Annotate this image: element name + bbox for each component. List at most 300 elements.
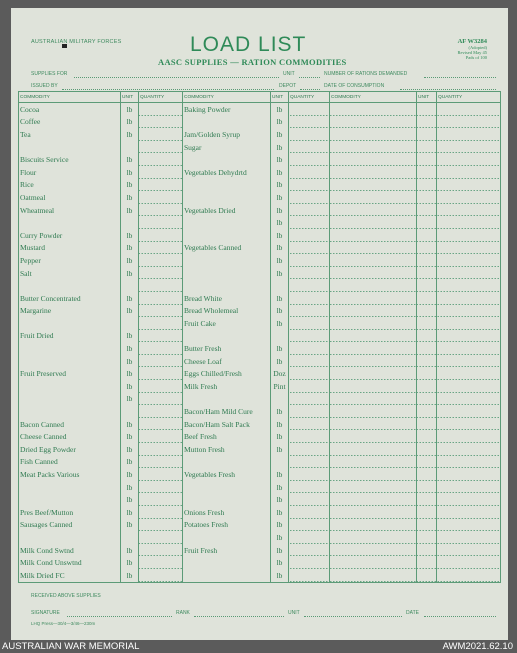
commodity-cell[interactable] bbox=[330, 254, 417, 267]
unit-cell[interactable] bbox=[417, 153, 437, 166]
unit-cell: lb bbox=[271, 481, 289, 494]
quantity-cell[interactable] bbox=[437, 204, 501, 217]
commodity-cell[interactable] bbox=[330, 418, 417, 431]
unit-cell: lb bbox=[271, 506, 289, 519]
unit-cell[interactable] bbox=[417, 569, 437, 582]
unit-cell: lb bbox=[271, 153, 289, 166]
commodity-cell: Pepper bbox=[19, 254, 121, 267]
quantity-cell[interactable] bbox=[289, 531, 330, 544]
unit-cell[interactable] bbox=[417, 166, 437, 179]
quantity-cell[interactable] bbox=[437, 342, 501, 355]
quantity-cell[interactable] bbox=[139, 355, 183, 368]
quantity-cell[interactable] bbox=[289, 367, 330, 380]
quantity-cell[interactable] bbox=[437, 279, 501, 292]
quantity-cell[interactable] bbox=[289, 506, 330, 519]
unit-cell[interactable] bbox=[417, 216, 437, 229]
commodity-cell: Bacon Canned bbox=[19, 418, 121, 431]
unit-cell[interactable] bbox=[417, 305, 437, 318]
quantity-cell[interactable] bbox=[289, 116, 330, 129]
date-consumption-field[interactable] bbox=[400, 89, 496, 90]
commodity-cell bbox=[19, 405, 121, 418]
quantity-cell[interactable] bbox=[289, 519, 330, 532]
unit-cell: lb bbox=[271, 569, 289, 582]
quantity-cell[interactable] bbox=[139, 481, 183, 494]
quantity-cell[interactable] bbox=[289, 330, 330, 343]
unit-cell[interactable] bbox=[417, 418, 437, 431]
commodity-cell: Dried Egg Powder bbox=[19, 443, 121, 456]
table-row bbox=[19, 103, 501, 116]
quantity-cell[interactable] bbox=[289, 544, 330, 557]
unit-cell[interactable] bbox=[417, 443, 437, 456]
quantity-cell[interactable] bbox=[139, 393, 183, 406]
commodity-cell[interactable] bbox=[330, 556, 417, 569]
commodity-cell: Bread White bbox=[183, 292, 271, 305]
quantity-cell[interactable] bbox=[437, 468, 501, 481]
quantity-cell[interactable] bbox=[289, 229, 330, 242]
unit-cell bbox=[121, 279, 139, 292]
quantity-cell[interactable] bbox=[139, 317, 183, 330]
quantity-cell[interactable] bbox=[139, 418, 183, 431]
quantity-cell[interactable] bbox=[289, 380, 330, 393]
quantity-cell[interactable] bbox=[437, 418, 501, 431]
quantity-cell[interactable] bbox=[289, 430, 330, 443]
commodity-cell[interactable] bbox=[330, 506, 417, 519]
footer-unit-label: UNIT bbox=[288, 610, 300, 616]
commodity-cell[interactable] bbox=[330, 468, 417, 481]
quantity-cell[interactable] bbox=[139, 556, 183, 569]
unit-cell: lb bbox=[271, 141, 289, 154]
commodity-cell bbox=[183, 493, 271, 506]
unit-cell: lb bbox=[271, 519, 289, 532]
commodity-cell[interactable] bbox=[330, 153, 417, 166]
commodity-cell bbox=[19, 493, 121, 506]
issued-by-field[interactable] bbox=[62, 89, 274, 90]
unit-cell[interactable] bbox=[417, 493, 437, 506]
quantity-cell[interactable] bbox=[139, 305, 183, 318]
quantity-cell[interactable] bbox=[437, 544, 501, 557]
commodity-cell[interactable] bbox=[330, 481, 417, 494]
quantity-cell[interactable] bbox=[289, 128, 330, 141]
unit-cell: lb bbox=[121, 191, 139, 204]
commodity-cell[interactable] bbox=[330, 292, 417, 305]
quantity-cell[interactable] bbox=[437, 128, 501, 141]
quantity-cell[interactable] bbox=[139, 166, 183, 179]
commodity-cell: Fruit Dried bbox=[19, 330, 121, 343]
quantity-cell[interactable] bbox=[437, 141, 501, 154]
commodity-cell: Meat Packs Various bbox=[19, 468, 121, 481]
unit-cell bbox=[121, 317, 139, 330]
table-row bbox=[19, 267, 501, 280]
unit-cell[interactable] bbox=[417, 128, 437, 141]
footer-date-field[interactable] bbox=[424, 616, 496, 617]
quantity-cell[interactable] bbox=[139, 267, 183, 280]
quantity-cell[interactable] bbox=[437, 493, 501, 506]
commodity-cell[interactable] bbox=[330, 405, 417, 418]
unit-cell[interactable] bbox=[417, 116, 437, 129]
quantity-cell[interactable] bbox=[437, 531, 501, 544]
quantity-cell[interactable] bbox=[139, 380, 183, 393]
unit-cell: Doz bbox=[271, 367, 289, 380]
commodity-cell[interactable] bbox=[330, 141, 417, 154]
unit-cell: lb bbox=[121, 418, 139, 431]
quantity-cell[interactable] bbox=[139, 141, 183, 154]
unit-cell[interactable] bbox=[417, 292, 437, 305]
quantity-cell[interactable] bbox=[289, 468, 330, 481]
quantity-cell[interactable] bbox=[139, 279, 183, 292]
table-row bbox=[19, 305, 501, 318]
commodity-cell[interactable] bbox=[330, 531, 417, 544]
commodity-cell bbox=[183, 279, 271, 292]
quantity-cell[interactable] bbox=[139, 519, 183, 532]
form-code-pads: Pads of 100 bbox=[465, 55, 487, 60]
quantity-cell[interactable] bbox=[437, 556, 501, 569]
unit-cell[interactable] bbox=[417, 481, 437, 494]
unit-cell: lb bbox=[271, 468, 289, 481]
unit-cell: lb bbox=[121, 556, 139, 569]
col-quantity-3: QUANTITY bbox=[437, 92, 501, 103]
commodity-cell[interactable] bbox=[330, 456, 417, 469]
commodity-cell bbox=[183, 216, 271, 229]
commodity-cell: Mustard bbox=[19, 242, 121, 255]
quantity-cell[interactable] bbox=[437, 305, 501, 318]
unit-cell bbox=[121, 216, 139, 229]
commodity-cell: Sausages Canned bbox=[19, 519, 121, 532]
commodity-cell: Pres Beef/Mutton bbox=[19, 506, 121, 519]
commodity-cell[interactable] bbox=[330, 191, 417, 204]
unit-cell: lb bbox=[121, 153, 139, 166]
unit-cell[interactable] bbox=[417, 242, 437, 255]
quantity-cell[interactable] bbox=[289, 254, 330, 267]
quantity-cell[interactable] bbox=[139, 153, 183, 166]
form-code: AF W3284 bbox=[457, 38, 487, 45]
commodity-cell: Potatoes Fresh bbox=[183, 519, 271, 532]
table-row bbox=[19, 191, 501, 204]
commodity-cell bbox=[19, 216, 121, 229]
commodity-cell[interactable] bbox=[330, 116, 417, 129]
unit-cell[interactable] bbox=[417, 191, 437, 204]
table-row bbox=[19, 229, 501, 242]
quantity-cell[interactable] bbox=[139, 128, 183, 141]
unit-field[interactable] bbox=[299, 77, 320, 78]
unit-cell[interactable] bbox=[417, 380, 437, 393]
table-row bbox=[19, 254, 501, 267]
unit-cell[interactable] bbox=[417, 204, 437, 217]
commodity-cell: Vegetables Canned bbox=[183, 242, 271, 255]
quantity-cell[interactable] bbox=[437, 317, 501, 330]
quantity-cell[interactable] bbox=[437, 216, 501, 229]
unit-cell: lb bbox=[121, 330, 139, 343]
unit-cell: lb bbox=[271, 342, 289, 355]
quantity-cell[interactable] bbox=[139, 367, 183, 380]
quantity-cell[interactable] bbox=[289, 405, 330, 418]
quantity-cell[interactable] bbox=[139, 531, 183, 544]
number-rations-field[interactable] bbox=[424, 77, 496, 78]
quantity-cell[interactable] bbox=[289, 355, 330, 368]
unit-cell: lb bbox=[121, 305, 139, 318]
quantity-cell[interactable] bbox=[437, 456, 501, 469]
commodity-cell[interactable] bbox=[330, 393, 417, 406]
commodity-cell bbox=[183, 569, 271, 582]
quantity-cell[interactable] bbox=[289, 418, 330, 431]
issued-by-label: ISSUED BY bbox=[31, 83, 58, 89]
commodity-cell[interactable] bbox=[330, 204, 417, 217]
unit-cell[interactable] bbox=[417, 556, 437, 569]
quantity-cell[interactable] bbox=[139, 116, 183, 129]
unit-cell[interactable] bbox=[417, 317, 437, 330]
commodity-cell bbox=[19, 317, 121, 330]
commodity-cell[interactable] bbox=[330, 330, 417, 343]
commodity-cell: Bread Wholemeal bbox=[183, 305, 271, 318]
unit-cell: lb bbox=[271, 229, 289, 242]
commodity-cell bbox=[183, 153, 271, 166]
quantity-cell[interactable] bbox=[289, 166, 330, 179]
quantity-cell[interactable] bbox=[289, 204, 330, 217]
unit-cell[interactable] bbox=[417, 393, 437, 406]
quantity-cell[interactable] bbox=[289, 103, 330, 116]
quantity-cell[interactable] bbox=[437, 355, 501, 368]
commodity-cell[interactable] bbox=[330, 367, 417, 380]
quantity-cell[interactable] bbox=[437, 506, 501, 519]
unit-cell: lb bbox=[121, 506, 139, 519]
commodity-cell[interactable] bbox=[330, 493, 417, 506]
commodity-cell: Bacon/Ham Mild Cure bbox=[183, 405, 271, 418]
unit-cell[interactable] bbox=[417, 254, 437, 267]
quantity-cell[interactable] bbox=[289, 179, 330, 192]
unit-cell[interactable] bbox=[417, 456, 437, 469]
quantity-cell[interactable] bbox=[139, 342, 183, 355]
quantity-cell[interactable] bbox=[437, 191, 501, 204]
unit-cell: lb bbox=[121, 468, 139, 481]
table-header-row bbox=[19, 92, 501, 103]
commodity-cell: Curry Powder bbox=[19, 229, 121, 242]
quantity-cell[interactable] bbox=[437, 430, 501, 443]
commodity-cell bbox=[19, 342, 121, 355]
unit-cell: lb bbox=[121, 342, 139, 355]
quantity-cell[interactable] bbox=[139, 229, 183, 242]
quantity-cell[interactable] bbox=[437, 153, 501, 166]
unit-cell[interactable] bbox=[417, 103, 437, 116]
quantity-cell[interactable] bbox=[437, 267, 501, 280]
form-code-adopted: (Adopted) bbox=[468, 45, 487, 50]
unit-cell bbox=[271, 279, 289, 292]
col-unit-2: UNIT bbox=[271, 92, 289, 103]
unit-cell: lb bbox=[271, 317, 289, 330]
unit-cell[interactable] bbox=[417, 267, 437, 280]
commodity-cell bbox=[183, 330, 271, 343]
quantity-cell[interactable] bbox=[139, 544, 183, 557]
unit-cell[interactable] bbox=[417, 330, 437, 343]
quantity-cell[interactable] bbox=[289, 279, 330, 292]
commodity-cell[interactable] bbox=[330, 229, 417, 242]
quantity-cell[interactable] bbox=[289, 481, 330, 494]
table-row bbox=[19, 506, 501, 519]
commodity-cell: Fruit Cake bbox=[183, 317, 271, 330]
commodity-cell: Flour bbox=[19, 166, 121, 179]
commodity-cell[interactable] bbox=[330, 103, 417, 116]
quantity-cell[interactable] bbox=[289, 267, 330, 280]
quantity-cell[interactable] bbox=[139, 405, 183, 418]
table-row bbox=[19, 405, 501, 418]
quantity-cell[interactable] bbox=[139, 456, 183, 469]
unit-cell[interactable] bbox=[417, 430, 437, 443]
quantity-cell[interactable] bbox=[437, 519, 501, 532]
commodity-cell: Fruit Preserved bbox=[19, 367, 121, 380]
commodity-cell[interactable] bbox=[330, 242, 417, 255]
table-row bbox=[19, 204, 501, 217]
table-row bbox=[19, 128, 501, 141]
quantity-cell[interactable] bbox=[139, 430, 183, 443]
quantity-cell[interactable] bbox=[139, 179, 183, 192]
col-quantity-2: QUANTITY bbox=[289, 92, 330, 103]
quantity-cell[interactable] bbox=[437, 116, 501, 129]
commodity-cell bbox=[183, 116, 271, 129]
footer-unit-field[interactable] bbox=[304, 616, 402, 617]
table-row bbox=[19, 166, 501, 179]
unit-cell[interactable] bbox=[417, 405, 437, 418]
table-row bbox=[19, 569, 501, 582]
quantity-cell[interactable] bbox=[437, 367, 501, 380]
quantity-cell[interactable] bbox=[289, 556, 330, 569]
unit-cell: lb bbox=[271, 254, 289, 267]
unit-cell[interactable] bbox=[417, 468, 437, 481]
unit-cell: lb bbox=[121, 519, 139, 532]
unit-cell: lb bbox=[271, 544, 289, 557]
unit-cell[interactable] bbox=[417, 355, 437, 368]
commodity-cell[interactable] bbox=[330, 430, 417, 443]
quantity-cell[interactable] bbox=[139, 216, 183, 229]
table-row bbox=[19, 141, 501, 154]
commodity-cell bbox=[183, 254, 271, 267]
quantity-cell[interactable] bbox=[289, 393, 330, 406]
quantity-cell[interactable] bbox=[139, 254, 183, 267]
quantity-cell[interactable] bbox=[437, 405, 501, 418]
commodity-cell bbox=[183, 267, 271, 280]
quantity-cell[interactable] bbox=[289, 292, 330, 305]
quantity-cell[interactable] bbox=[139, 443, 183, 456]
quantity-cell[interactable] bbox=[139, 493, 183, 506]
rank-field[interactable] bbox=[194, 616, 284, 617]
commodity-cell[interactable] bbox=[330, 569, 417, 582]
commodity-cell[interactable] bbox=[330, 317, 417, 330]
quantity-cell[interactable] bbox=[437, 481, 501, 494]
unit-cell[interactable] bbox=[417, 367, 437, 380]
unit-cell: lb bbox=[121, 179, 139, 192]
commodity-cell[interactable] bbox=[330, 519, 417, 532]
quantity-cell[interactable] bbox=[437, 292, 501, 305]
quantity-cell[interactable] bbox=[437, 443, 501, 456]
table-row bbox=[19, 481, 501, 494]
commodity-cell: Tea bbox=[19, 128, 121, 141]
table-row bbox=[19, 153, 501, 166]
commodity-cell[interactable] bbox=[330, 355, 417, 368]
unit-cell[interactable] bbox=[417, 506, 437, 519]
unit-cell[interactable] bbox=[417, 342, 437, 355]
depot-field[interactable] bbox=[300, 89, 320, 90]
quantity-cell[interactable] bbox=[289, 242, 330, 255]
unit-cell[interactable] bbox=[417, 179, 437, 192]
signature-field[interactable] bbox=[67, 616, 172, 617]
commodity-cell: Butter Fresh bbox=[183, 342, 271, 355]
commodity-cell[interactable] bbox=[330, 544, 417, 557]
commodity-cell[interactable] bbox=[330, 166, 417, 179]
table-row bbox=[19, 443, 501, 456]
quantity-cell[interactable] bbox=[139, 506, 183, 519]
col-unit-1: UNIT bbox=[121, 92, 139, 103]
commodity-cell bbox=[19, 355, 121, 368]
unit-cell[interactable] bbox=[417, 544, 437, 557]
commodity-cell[interactable] bbox=[330, 342, 417, 355]
unit-cell[interactable] bbox=[417, 141, 437, 154]
quantity-cell[interactable] bbox=[139, 569, 183, 582]
unit-cell: lb bbox=[121, 430, 139, 443]
quantity-cell[interactable] bbox=[437, 242, 501, 255]
commodity-cell: Beef Fresh bbox=[183, 430, 271, 443]
table-row bbox=[19, 380, 501, 393]
table-row bbox=[19, 531, 501, 544]
unit-cell[interactable] bbox=[417, 279, 437, 292]
commodity-cell[interactable] bbox=[330, 216, 417, 229]
quantity-cell[interactable] bbox=[289, 141, 330, 154]
quantity-cell[interactable] bbox=[437, 330, 501, 343]
quantity-cell[interactable] bbox=[139, 242, 183, 255]
quantity-cell[interactable] bbox=[289, 317, 330, 330]
quantity-cell[interactable] bbox=[289, 493, 330, 506]
rank-label: RANK bbox=[176, 610, 190, 616]
supplies-for-field[interactable] bbox=[74, 77, 279, 78]
commodity-cell[interactable] bbox=[330, 305, 417, 318]
quantity-cell[interactable] bbox=[289, 153, 330, 166]
commodity-cell[interactable] bbox=[330, 279, 417, 292]
quantity-cell[interactable] bbox=[437, 179, 501, 192]
table-row bbox=[19, 393, 501, 406]
quantity-cell[interactable] bbox=[289, 305, 330, 318]
quantity-cell[interactable] bbox=[139, 292, 183, 305]
commodity-cell bbox=[19, 481, 121, 494]
commodity-cell[interactable] bbox=[330, 380, 417, 393]
quantity-cell[interactable] bbox=[437, 103, 501, 116]
quantity-cell[interactable] bbox=[437, 380, 501, 393]
unit-cell: lb bbox=[121, 393, 139, 406]
unit-cell: lb bbox=[271, 556, 289, 569]
quantity-cell[interactable] bbox=[437, 166, 501, 179]
quantity-cell[interactable] bbox=[437, 569, 501, 582]
quantity-cell[interactable] bbox=[289, 216, 330, 229]
quantity-cell[interactable] bbox=[289, 443, 330, 456]
unit-cell: lb bbox=[121, 544, 139, 557]
quantity-cell[interactable] bbox=[139, 103, 183, 116]
quantity-cell[interactable] bbox=[437, 254, 501, 267]
commodity-cell[interactable] bbox=[330, 128, 417, 141]
unit-cell[interactable] bbox=[417, 519, 437, 532]
unit-cell[interactable] bbox=[417, 229, 437, 242]
quantity-cell[interactable] bbox=[139, 468, 183, 481]
commodity-cell[interactable] bbox=[330, 443, 417, 456]
quantity-cell[interactable] bbox=[139, 204, 183, 217]
quantity-cell[interactable] bbox=[289, 191, 330, 204]
quantity-cell[interactable] bbox=[139, 330, 183, 343]
commodity-cell: Jam/Golden Syrup bbox=[183, 128, 271, 141]
quantity-cell[interactable] bbox=[139, 191, 183, 204]
quantity-cell[interactable] bbox=[289, 456, 330, 469]
unit-cell[interactable] bbox=[417, 531, 437, 544]
commodity-cell[interactable] bbox=[330, 267, 417, 280]
quantity-cell[interactable] bbox=[289, 342, 330, 355]
commodity-cell[interactable] bbox=[330, 179, 417, 192]
quantity-cell[interactable] bbox=[437, 393, 501, 406]
quantity-cell[interactable] bbox=[437, 229, 501, 242]
commodity-cell: Fruit Fresh bbox=[183, 544, 271, 557]
quantity-cell[interactable] bbox=[289, 569, 330, 582]
